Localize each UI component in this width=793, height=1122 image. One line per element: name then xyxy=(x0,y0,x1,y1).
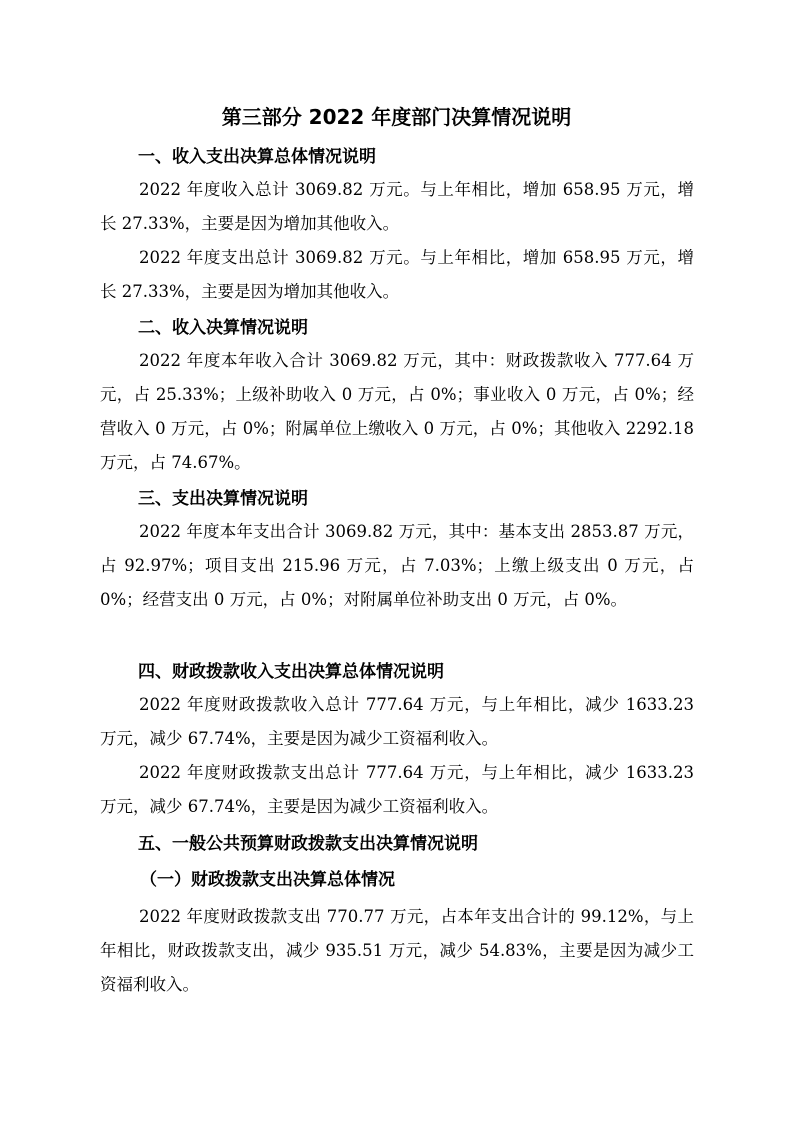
section-5-subheading: （一）财政拨款支出决算总体情况 xyxy=(140,870,395,890)
section-2-paragraph-1: 2022 年度本年收入合计 3069.82 万元，其中：财政拨款收入 777.64 万元，占 25.33%；上级补助收入 0 万元，占 0%；事业收入 0 万元，占 0%；经营收入 0 万元，占 0%；附属单位上缴收入 0 万元，占 0%；其他收入 2292.18 万元，占 74.67%。 xyxy=(100,351,694,472)
page-title: 第三部分 2022 年度部门决算情况说明 xyxy=(221,105,572,129)
section-4-heading: 四、财政拨款收入支出决算总体情况说明 xyxy=(138,662,444,682)
section-3-paragraph-1: 2022 年度本年支出合计 3069.82 万元，其中：基本支出 2853.87 万元，占 92.97%；项目支出 215.96 万元，占 7.03%；上缴上级支出 0 万元，占 0%；经营支出 0 万元，占 0%；对附属单位补助支出 0 万元，占 0%。 xyxy=(100,522,694,609)
section-4-paragraph-1: 2022 年度财政拨款收入总计 777.64 万元，与上年相比，减少 1633.23 万元，减少 67.74%，主要是因为减少工资福利收入。 xyxy=(100,695,694,748)
section-1-paragraph-2: 2022 年度支出总计 3069.82 万元。与上年相比，增加 658.95 万元，增长 27.33%，主要是因为增加其他收入。 xyxy=(100,248,694,301)
section-5-paragraph-1: 2022 年度财政拨款支出 770.77 万元，占本年支出合计的 99.12%，与上年相比，财政拨款支出，减少 935.51 万元，减少 54.83%，主要是因为减少工资福利收入。 xyxy=(100,907,694,994)
section-3-heading: 三、支出决算情况说明 xyxy=(138,489,308,509)
section-2-heading: 二、收入决算情况说明 xyxy=(138,318,308,338)
section-1-heading: 一、收入支出决算总体情况说明 xyxy=(138,147,376,167)
section-4-paragraph-2: 2022 年度财政拨款支出总计 777.64 万元，与上年相比，减少 1633.23 万元，减少 67.74%，主要是因为减少工资福利收入。 xyxy=(100,763,694,816)
section-1-paragraph-1: 2022 年度收入总计 3069.82 万元。与上年相比，增加 658.95 万元，增长 27.33%，主要是因为增加其他收入。 xyxy=(100,180,694,233)
section-5-heading: 五、一般公共预算财政拨款支出决算情况说明 xyxy=(138,834,478,854)
